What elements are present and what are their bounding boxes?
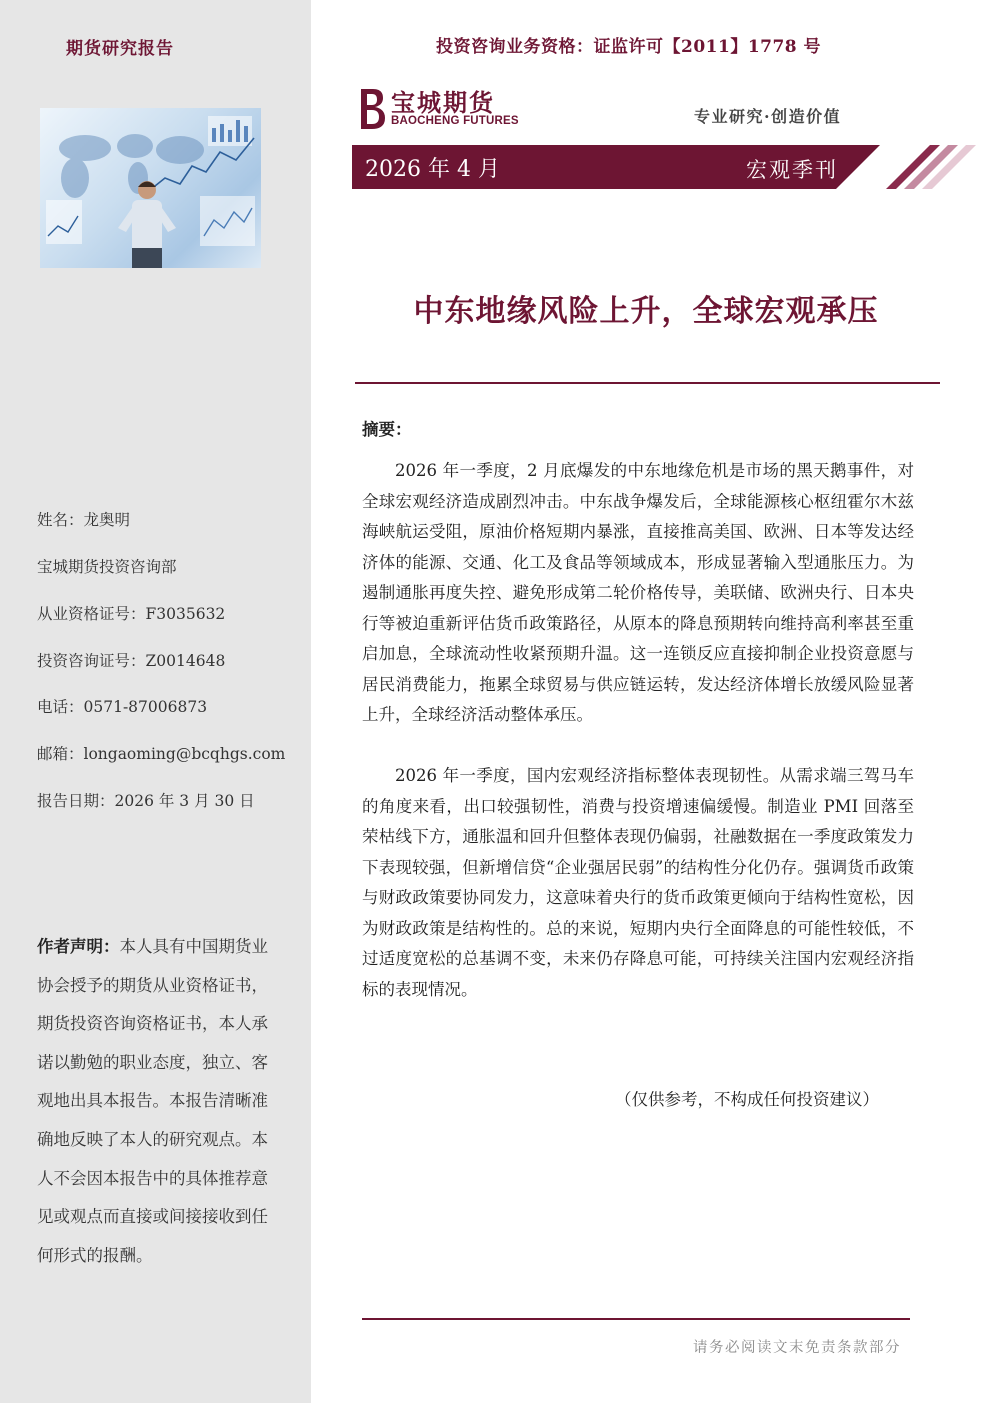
report-category: 宏观季刊 — [746, 158, 838, 182]
author-department: 宝城期货投资咨询部 — [37, 558, 177, 576]
slogan: 专业研究·创造价值 — [694, 107, 842, 126]
company-logo — [355, 83, 525, 133]
logo-mark-icon — [355, 85, 387, 131]
author-email: 邮箱：longaoming@bcqhgs.com — [37, 745, 286, 763]
sidebar — [0, 0, 311, 1403]
report-type-label: 期货研究报告 — [66, 39, 174, 59]
logo-chinese-name: 宝城期货 — [391, 88, 495, 117]
title-divider — [355, 382, 940, 384]
hero-image — [40, 108, 261, 268]
logo-english-name: BAOCHENG FUTURES — [391, 115, 519, 127]
report-date: 报告日期：2026 年 3 月 30 日 — [37, 792, 255, 810]
author-statement-label: 作者声明： — [37, 937, 120, 956]
abstract-paragraph-2: 2026 年一季度，国内宏观经济指标整体表现韧性。从需求端三驾马车的角度来看，出口较强韧性，消费与投资增速偏缓慢。制造业 PMI 回落至荣枯线下方，通胀温和回升但整体表现仍偏弱，社融数据在一季度政策发力下表现较强，但新增信贷“企业强居民弱”的结构性分化仍存。强调货币政策与财政政策要协同发力，这意味着央行的货币政策更倾向于结构性宽松，因为财政政策是结构性的。总的来说，短期内央行全面降息的可能性较低，不过适度宽松的总基调不变，未来仍存降息可能，可持续关注国内宏观经济指标的表现情况。 — [362, 766, 914, 999]
author-statement — [37, 928, 272, 1275]
abstract-paragraph-1: 2026 年一季度，2 月底爆发的中东地缘危机是市场的黑天鹅事件，对全球宏观经济造成剧烈冲击。中东战争爆发后，全球能源核心枢纽霍尔木兹海峡航运受阻，原油价格短期内暴涨，直接推高美国、欧洲、日本等发达经济体的能源、交通、化工及食品等领域成本，形成显著输入型通胀压力。为遏制通胀再度失控、避免形成第二轮价格传导，美联储、欧洲央行、日本央行等被迫重新评估货币政策路径，从原本的降息预期转向维持高利率甚至重启加息，全球流动性收紧预期升温。这一连锁反应直接抑制企业投资意愿与居民消费能力，拖累全球贸易与供应链运转，发达经济体增长放缓风险显著上升，全球经济活动整体承压。 — [362, 461, 914, 724]
author-name: 姓名：龙奥明 — [37, 511, 131, 529]
report-title: 中东地缘风险上升，全球宏观承压 — [413, 294, 879, 329]
author-statement-text: 本人具有中国期货业协会授予的期货从业资格证书，期货投资咨询资格证书，本人承诺以勤勉的职业态度，独立、客观地出具本报告。本报告清晰准确地反映了本人的研究观点。本人不会因本报告中的具体推荐意见或观点而直接或间接接收到任何形式的报酬。 — [37, 937, 268, 1265]
footer-notice: 请务必阅读文末免责条款部分 — [693, 1340, 901, 1356]
license-text: 投资咨询业务资格：证监许可【2011】1778 号 — [436, 37, 822, 57]
issue-date: 2026 年 4 月 — [365, 157, 500, 182]
author-qualification-number: 从业资格证号：F3035632 — [37, 605, 226, 623]
investment-disclaimer: （仅供参考，不构成任何投资建议） — [615, 1090, 879, 1109]
author-phone: 电话：0571-87006873 — [37, 698, 208, 716]
author-consulting-number: 投资咨询证号：Z0014648 — [37, 652, 226, 670]
abstract-label: 摘要： — [362, 420, 412, 439]
footer-divider — [362, 1318, 910, 1320]
banner-stripes — [860, 145, 940, 189]
